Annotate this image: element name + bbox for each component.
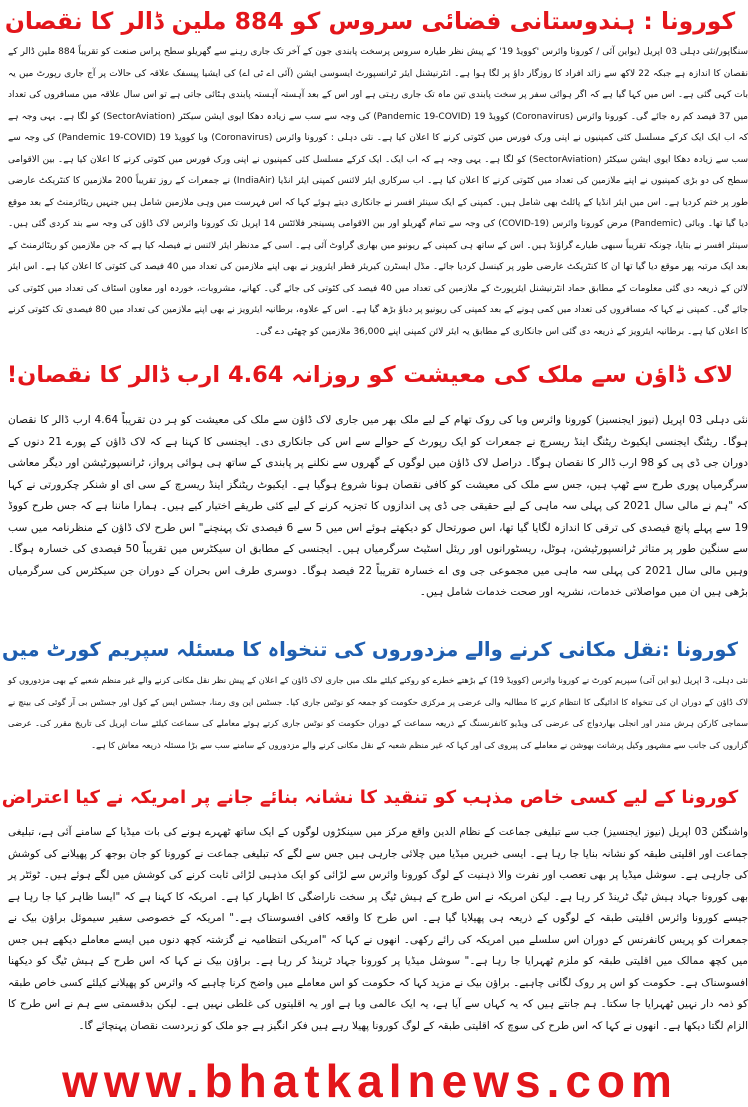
- headline-airline-loss: کورونا : ہندوستانی فضائی سروس کو 884 ملین ڈالر کا نقصان: [4, 7, 736, 35]
- headline-migrant-wages: کورونا :نقل مکانی کرنے والے مزدوروں کی تنخواہ کا مسئلہ سپریم کورٹ میں: [2, 638, 738, 661]
- headline-lockdown-economy: لاک ڈاؤن سے ملک کی معیشت کو روزانہ 4.64 ارب ڈالر کا نقصان!: [6, 362, 734, 388]
- headline-us-objection: کورونا کے لیے کسی خاص مذہب کو تنقید کا نشانہ بنائے جانے پر امریکہ نے کیا اعتراض: [1, 787, 739, 808]
- website-url[interactable]: www.bhatkalnews.com: [62, 1055, 678, 1107]
- article-airline-loss-body: سنگاپور/نئی دہلی 03 اپریل (یواین آئی / کورونا وائرس 'کوویڈ 19' کے پیش نظر طیارہ سروس پرسخت پابندی جون کے آخر تک جاری رہنے سے گھریلو سطح پراس صنعت کو تقریباً 884 ملین ڈالر کے نقصان کا اندازہ ہے جبکہ 22 لاکھ سے زائد افراد کا روزگار داؤ پر لگا ہوا ہے۔ انٹرنیشنل ایئر ٹرانسپورٹ ایسوسی ایشن (آئی اے ٹی اے) کی ایشیا پیسفک علاقہ کی حالات پر آج جاری رپورٹ میں یہ بات کہی گئی ہے۔ اس میں کہا گیا ہے کہ اگر ہوائی سفر پر سخت پابندی تین ماہ تک جاری رہتی ہے اور اس کے بعد آہستہ آہستہ پابندی ہٹائی جاتی ہے تو اس سال علاقہ میں مسافروں کی تعداد میں 37 فیصد کم رہ جائے گی۔ کورونا وائرس (Coronavirus) کوویڈ 19 (Pandemic 19-COVID) کی وجہ سے سب سے زیادہ دھکا ایوی ایشن سیکٹر (SectorAviation) کو لگا ہے۔ یہی وجہ ہے کہ اب ایک ایک کرکے مسلسل کئی کمپنیوں نے اپنی ورک فورس میں کٹوتی کرنے کا اعلان کیا ہے۔ نئی دہلی : کورونا وائرس (Coronavirus) وبا کوویڈ 19 (Pandemic 19-COVID) کی وجہ سے سب سے زیادہ دھکا ایوی ایشن سیکٹر (SectorAviation) کو لگا ہے۔ یہی وجہ ہے کہ اب ایک۔ ایک کرکے مسلسل کئی کمپنیوں نے اپنی ورک فورس میں کٹوتی کرنے کا اعلان کیا ہے۔ بین الاقوامی سطح کی دو بڑی کمپنیوں نے اپنے ملازمین کی تعداد میں کٹوتی کرنے کا اعلان کیا ہے۔ اب سرکاری ایئر لائنس کمپنی ایئر انڈیا (IndiaAir) نے جمعرات کے روز تقریباً 200 ملازمین کا کنٹریکٹ عارضی طور پر ختم کردیا ہے۔ اس میں ایئر انڈیا کے پائلٹ بھی شامل ہیں۔ کمپنی کے ایک سینئر افسر نے جانکاری دیتے ہوئے کہا کہ اس فہرست میں وہی ملازمین شامل ہیں جنہیں ریٹائرمنٹ کے بعد موقع دیا گیا تھا۔ وبائی (Pandemic) مرض کورونا وائرس (COVID-19) کی وجہ سے تمام گھریلو اور بین الاقوامی پسینجر فلائٹس 14 اپریل تک کورونا وائرس لاک ڈاؤن کی وجہ سے بند کردی گئی ہیں۔ سینئر افسر نے بتایا، چونکہ تقریباً سبھی طیارے گراؤنڈ ہیں۔ اس کے ساتھ ہی کمپنی کے ریونیو میں بھاری گراوٹ آئی ہے۔ اسی کے مدنظر ایئر لائنس نے فیصلہ کیا ہے کہ جن ملازمین کو ریٹائرمنٹ کے بعد ایک مرتبہ پھر موقع دیا گیا تھا ان کا کنٹریکٹ عارضی طور پر کینسل کردیا جائے۔ مڈل ایسٹرن کیریئر قطر ایئرویز نے بھی اپنے ملازمین کی تعداد میں 40 فیصد کی کٹوتی کا اعلان کیا ہے۔ اس ایئر لائن کے ذریعہ دی گئی معلومات کے مطابق حماد انٹرنیشنل ایئرپورٹ کے ملازمین کی تعداد میں 40 فیصد کی کٹوتی کی جائے گی۔ کھانے، مشروبات، خوردہ اور معاون اسٹاف کی تعداد میں کٹوتی کی جائے گی۔ کمپنی نے کہا کہ مسافروں کی تعداد میں کمی ہونے کے بعد کمپنی کی ریونیو پر دباؤ بڑھ گیا ہے۔ اس کے علاوہ، برطانیہ ایئرویز نے بھی اپنے ملازمین کی تعداد میں 80 فیصدی تک کٹوتی کرنے کا اعلان کیا ہے۔ برطانیہ ایئرویز کے ذریعہ دی گئی اس جانکاری کے مطابق یہ ایئر لائن کمپنی اپنے 36,000 ملازمین کو چھٹی دے گی۔: [8, 47, 748, 337]
- article-migrant-wages-body: نئی دہلی، 3 اپریل (یو این آئی) سپریم کورٹ نے کورونا وائرس (کوویڈ 19) کے بڑھتے خطرے کو روکنے کیلئے ملک میں جاری لاک ڈاؤن کے اعلان کے پیش نظر نقل مکانی کرنے والے غیر منظم شعبے کے بھی مزدوروں کو لاک ڈاؤن کے دوران ان کی تنخواہ کا ادائیگی کا انتظام کرنے کا مطالبہ والی عرضی پر مرکزی حکومت کو جمعہ کو نوٹس جاری کیا۔ جسٹس این وی رمنا، جسٹس ایس کے کول اور جسٹس بی آر گوئی کی بینچ نے سماجی کارکن ہرش مندر اور انجلی بھاردواج کی عرضی کی ویڈیو کانفرنسنگ کے ذریعہ سماعت کے دوران حکومت کو نوٹس جاری کرتے ہوئے معاملے کی سماعت کیلئے سات اپریل کی تاریخ مقرر کی۔ عرضی گزاروں کی جانب سے مشہور وکیل پرشانت بھوشن نے معاملے کی پیروی کی اور کہا کہ غیر منظم شعبہ کے نقل مکانی کرنے والے مزدوروں کے سامنے سب سے بڑا مسئلہ ذریعہ معاش کا ہے۔: [8, 675, 748, 750]
- article-lockdown-economy-body: نئی دہلی 03 اپریل (نیوز ایجنسیز) کورونا وائرس وبا کی روک تھام کے لیے ملک بھر میں جاری لاک ڈاؤن سے ملک کی معیشت کو ہر دن تقریباً 4.64 ارب ڈالر کا نقصان ہوگا۔ ریٹنگ ایجنسی ایکیوٹ ریٹنگ اینڈ ریسرچ نے جمعرات کو ایک رپورٹ کے حوالے سے اس کی جانکاری دی۔ ایجنسی کا کہنا ہے کہ لاک ڈاؤن کے پورے 21 دنوں کے دوران جی ڈی پی کو 98 ارب ڈالر کا نقصان ہوگا۔ دراصل لاک ڈاؤن میں لوگوں کے گھروں سے نکلنے پر پابندی کے ساتھ ہی ہوائی پرواز، ٹرانسپورٹیشن اور دیگر معاشی سرگرمیاں پوری طرح سے ٹھپ ہیں، جس سے ملک کی معیشت کو کافی نقصان ہونا شروع ہوگیا ہے۔ ایکیوٹ ریٹنگز اینڈ ریسرچ کے سی ای او شنکر چکرورتی نے کہا کہ "ہم نے مالی سال 2021 کی پہلی سہ ماہی کے لیے حقیقی جی ڈی پی اندازوں کا تجزیہ کرنے کے لیے کئی طریقے اختیار کیے ہیں۔ ہمارا ماننا ہے کہ جس طرح کووڈ 19 سے پہلے پانچ فیصدی کی ترقی کا اندازہ لگایا گیا تھا، اس صورتحال کو دیکھتے ہوئے اس میں 5 سے 6 فیصدی تک پہنچنے" اس طرح لاک ڈاؤن کے منظرنامہ میں سب سے سنگین طور پر متاثر ٹرانسپورٹیشن، ہوٹل، ریسٹورانوں اور ریئل اسٹیٹ سرگرمیاں ہیں۔ ایجنسی کے مطابق ان سیکٹرس میں تقریباً 50 فیصدی کی خسارہ ہوگا۔ وہیں مالی سال 2021 کی پہلی سہ ماہی میں مجموعی جی وی اے خسارہ تقریباً 22 فیصد ہوگا۔ دوسری طرف اس بحران کے دوران جن سیکٹرس کی سرگرمیاں بڑھی ہیں ان میں مواصلاتی خدمات، نشریہ اور صحت خدمات شامل ہیں۔: [8, 414, 748, 598]
- article-us-objection-body: واشنگٹن 03 اپریل (نیوز ایجنسیز) جب سے تبلیغی جماعت کے نظام الدین واقع مرکز میں سینکڑوں لوگوں کے ایک ساتھ ٹھہرے ہونے کی بات میڈیا کے سامنے آئی ہے، تبلیغی جماعت اور اقلیتی طبقہ کو نشانہ بنایا جا رہا ہے۔ ایسی خبریں میڈیا میں چلائی جارہی ہیں جس سے لگے کہ تبلیغی جماعت نے کورونا کو جان بوجھ کر پھیلانے کی کوشش کی جارہی ہے۔ سوشل میڈیا پر بھی تعصب اور نفرت والا ذہنیت کے لوگ کورونا وائرس سے لڑائی کو ایک مذہبی لڑائی ثابت کرنے کی کوشش میں لگے ہوئے ہیں۔ ٹوئٹر پر بھی کورونا جہاد ہیش ٹیگ ٹرینڈ کر رہا ہے۔ لیکن امریکہ نے اس طرح کے ہیش ٹیگ پر سخت ناراضگی کا اظہار کیا ہے۔ امریکہ کا کہنا ہے کہ "ایسا ظاہر کیا جا رہا ہے جیسے کورونا وائرس اقلیتی طبقہ کے لوگوں کے ذریعہ ہی پھیلایا گیا ہے۔ اس طرح کا واقعہ کافی افسوسناک ہے۔" امریکہ کے خصوصی سفیر سیموئل براؤن بیک نے جمعرات کو پریس کانفرنس کے دوران اس سلسلے میں امریکہ کی رائے رکھی۔ انھوں نے کہا کہ "امریکی انتظامیہ نے گزشتہ کچھ دنوں میں ایسے معاملے دیکھے ہیں جس میں کچھ ممالک میں اقلیتی طبقہ کو ملزم ٹھہرایا جا رہا ہے۔" سوشل میڈیا پر کورونا جہاد ٹرینڈ کر رہا ہے۔ براؤن بیک نے کہا کہ اس طرح کے ہیش ٹیگ کو دیکھنا افسوسناک ہے۔ حکومت کو اس پر روک لگانی چاہیے۔ براؤن بیک نے مزید کہا کہ حکومت کو اس معاملے میں واضح کرنا چاہیے کہ وائرس کو پھیلانے کیلئے کسی خاص طبقہ کو ذمہ دار نہیں ٹھہرایا جا سکتا۔ ہم جانتے ہیں کہ یہ کہاں سے آیا ہے، یہ ایک عالمی وبا ہے اور یہ اقلیتوں کی غلطی نہیں ہے۔ لیکن بدقسمتی سے ہم نے اس طرح کا الزام لگتا دیکھا ہے۔ انھوں نے کہا کہ اس طرح کی سوچ کہ اقلیتی طبقہ کے لوگ کورونا پھیلا رہے ہیں فکر انگیز ہے جو ملک کو زبردست نقصان پہنچائے گا۔: [8, 826, 748, 1032]
